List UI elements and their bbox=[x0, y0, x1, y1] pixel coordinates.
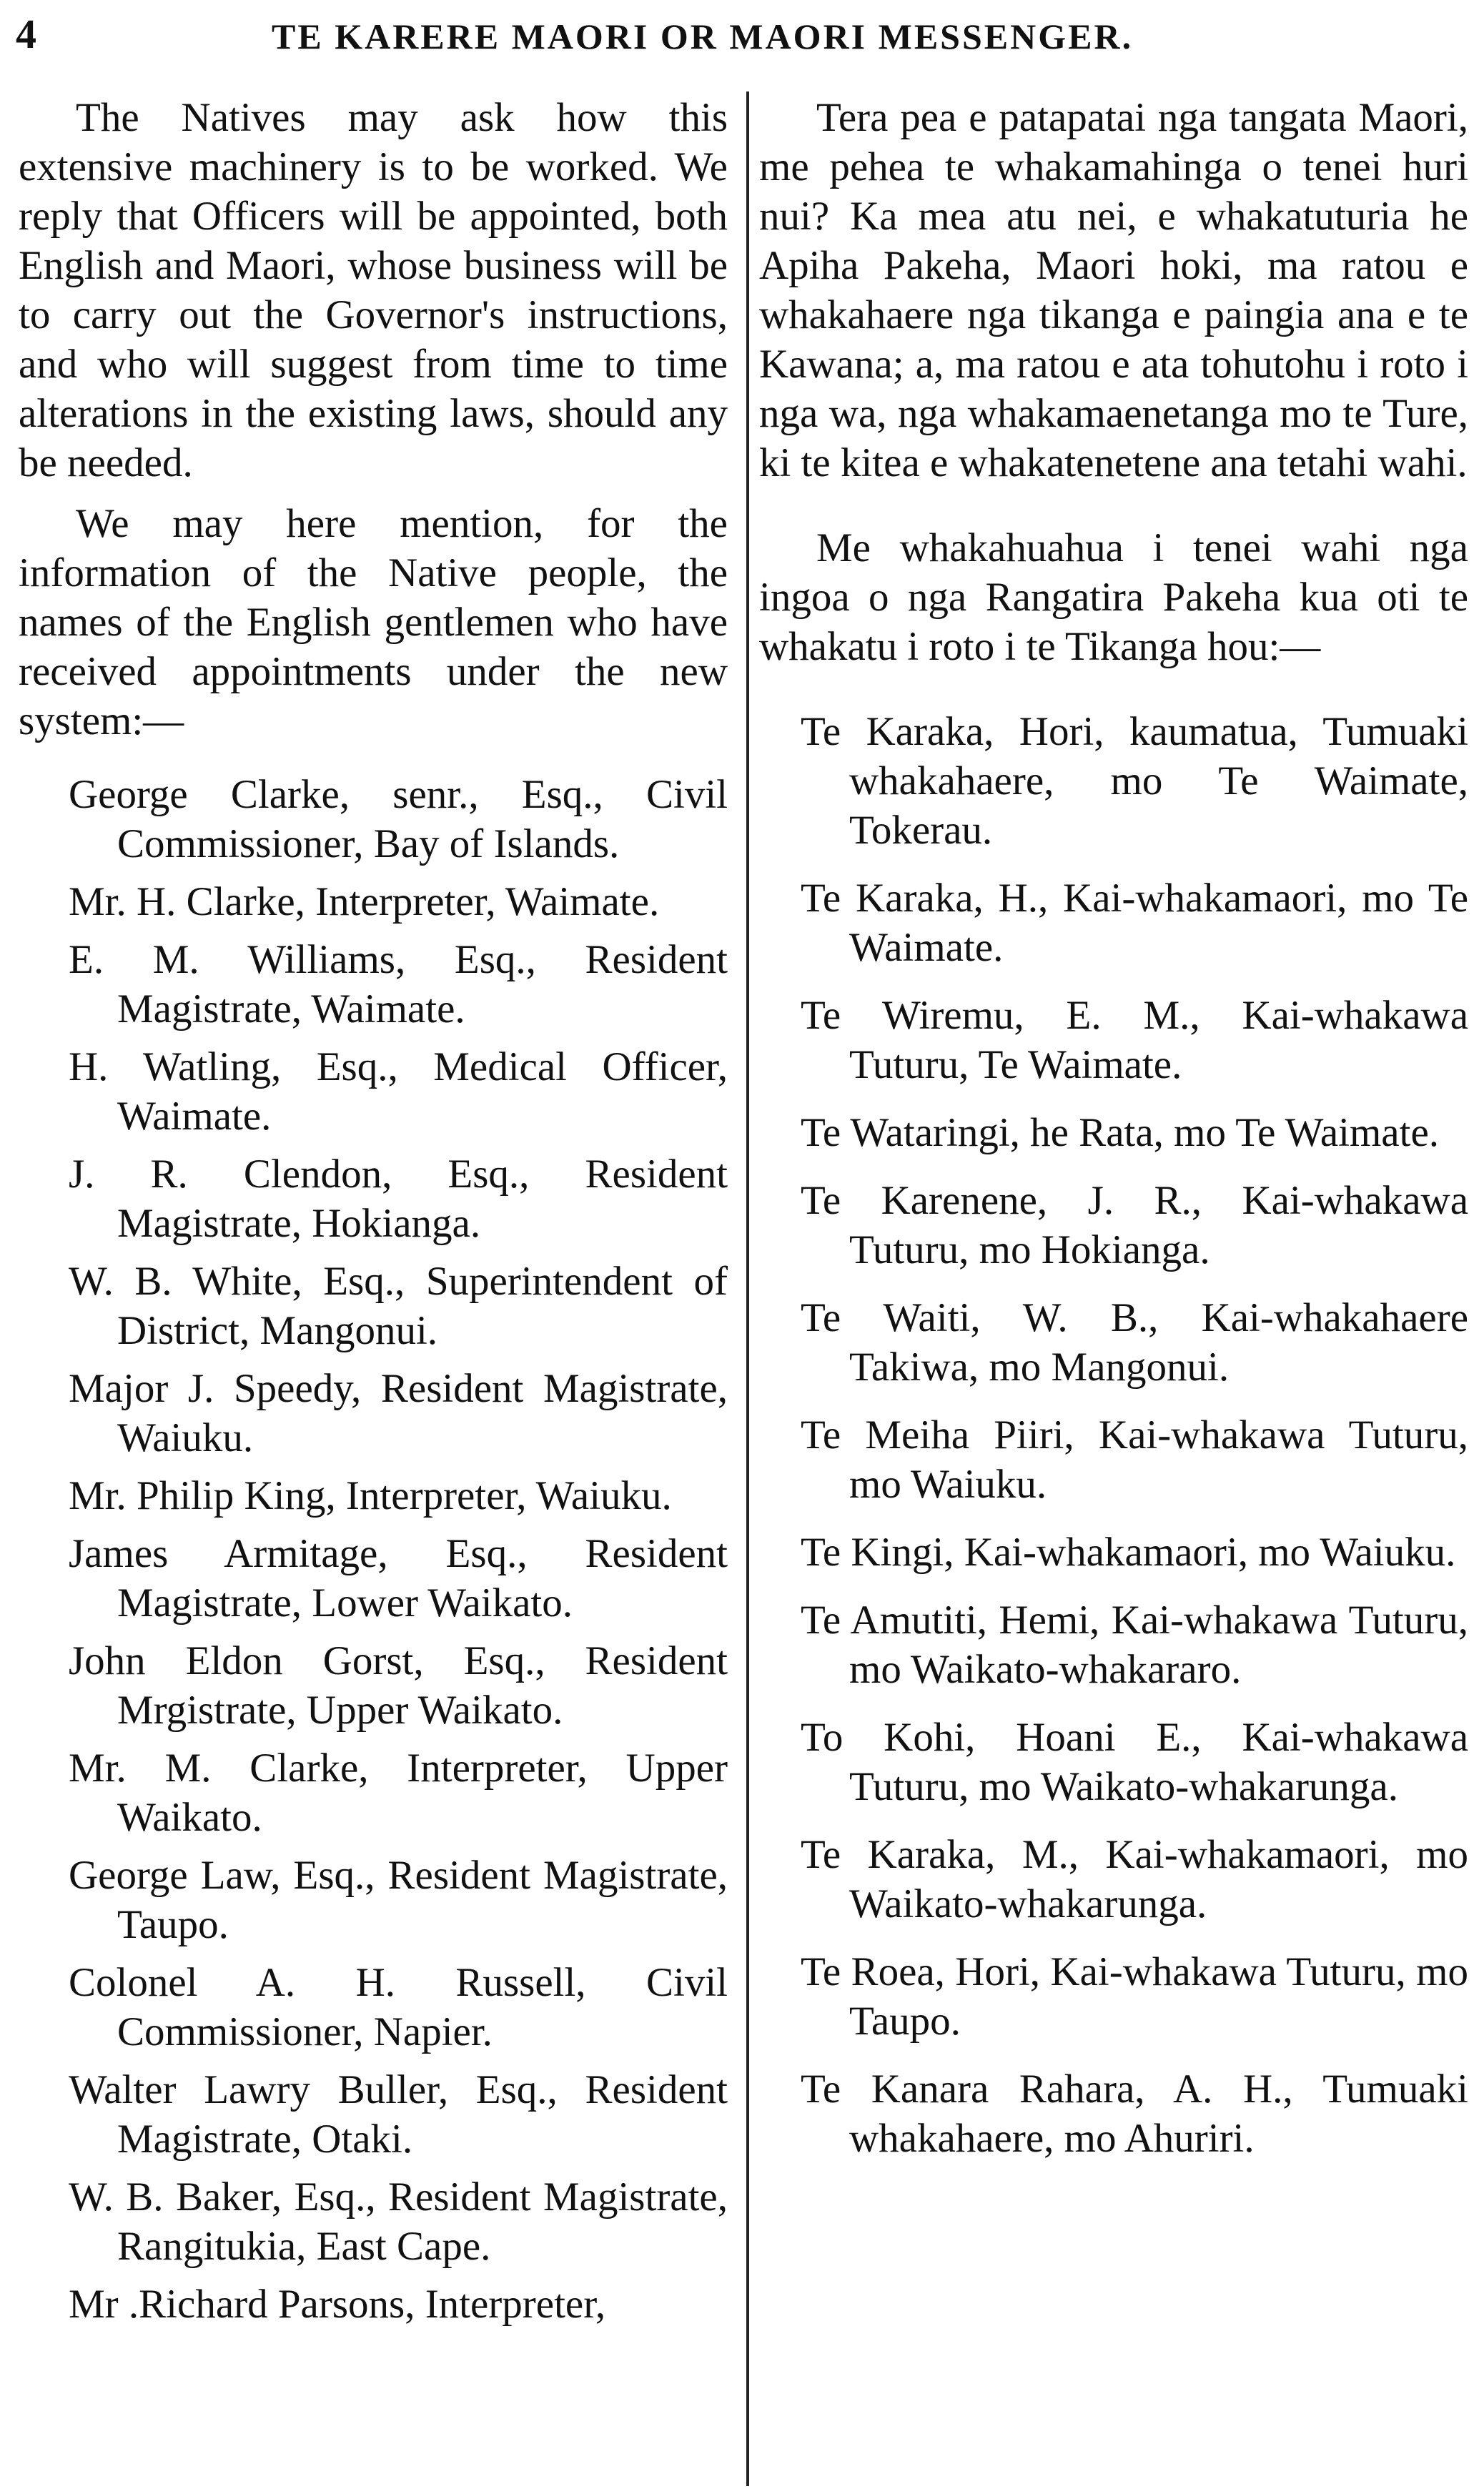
maori-entry: Te Karenene, J. R., Kai-whakawa Tuturu, mo Hokianga. bbox=[801, 1178, 1468, 1272]
english-entry: E. M. Williams, Esq., Resident Magistrate, Waimate. bbox=[69, 937, 728, 1031]
english-paragraph-1: The Natives may ask how this extensive machinery is to be worked. We reply that Officers will be appointed, both English and Maori, whose business will be to carry out the Governor's instructions, and who will suggest from time to time alterations in the existing laws, should any be needed. bbox=[19, 95, 728, 485]
english-entry: James Armitage, Esq., Resident Magistrate, Lower Waikato. bbox=[69, 1531, 728, 1625]
maori-entry: Te Wataringi, he Rata, mo Te Waimate. bbox=[801, 1110, 1439, 1155]
english-entry: George Law, Esq., Resident Magistrate, Taupo. bbox=[69, 1853, 728, 1947]
english-entry: Mr. M. Clarke, Interpreter, Upper Waikato. bbox=[69, 1746, 728, 1840]
page-header bbox=[0, 6, 1484, 70]
english-entry: W. B. Baker, Esq., Resident Magistrate, Rangitukia, East Cape. bbox=[69, 2174, 728, 2269]
english-entry: Mr. H. Clarke, Interpreter, Waimate. bbox=[69, 879, 660, 924]
english-entry: W. B. White, Esq., Superintendent of District, Mangonui. bbox=[69, 1259, 728, 1353]
maori-entry: Te Kingi, Kai-whakamaori, mo Waiuku. bbox=[801, 1530, 1456, 1575]
maori-entry: Te Waiti, W. B., Kai-whakahaere Takiwa, mo Mangonui. bbox=[801, 1295, 1468, 1390]
english-entry: H. Watling, Esq., Medical Officer, Waimate. bbox=[69, 1044, 728, 1139]
english-entry: John Eldon Gorst, Esq., Resident Mrgistrate, Upper Waikato. bbox=[69, 1638, 728, 1733]
english-entry: Mr .Richard Parsons, Interpreter, bbox=[69, 2282, 606, 2327]
english-entry: Major J. Speedy, Resident Magistrate, Waiuku. bbox=[69, 1366, 728, 1460]
maori-entry: To Kohi, Hoani E., Kai-whakawa Tuturu, mo Waikato-whakarunga. bbox=[801, 1715, 1468, 1809]
list-spacer bbox=[19, 757, 728, 770]
english-column bbox=[19, 93, 728, 2337]
english-entry: Mr. Philip King, Interpreter, Waiuku. bbox=[69, 1473, 672, 1518]
maori-entry: Te Kanara Rahara, A. H., Tumuaki whakahaere, mo Ahuriri. bbox=[801, 2067, 1468, 2161]
maori-entry: Te Karaka, Hori, kaumatua, Tumuaki whakahaere, mo Te Waimate, Tokerau. bbox=[801, 709, 1468, 853]
english-paragraph-2: We may here mention, for the information of the Native people, the names of the English gentlemen who have received appointments under the new system:— bbox=[19, 501, 728, 743]
maori-paragraph-2: Me whakahuahua i tenei wahi nga ingoa o nga Rangatira Pakeha kua oti te whakatu i roto i te Tikanga hou:— bbox=[759, 525, 1468, 669]
running-title: TE KARERE MAORI OR MAORI MESSENGER. bbox=[272, 16, 1134, 56]
english-entry: George Clarke, senr., Esq., Civil Commissioner, Bay of Islands. bbox=[69, 772, 728, 866]
maori-entry: Te Karaka, M., Kai-whakamaori, mo Waikato-whakarunga. bbox=[801, 1832, 1468, 1926]
maori-entry: Te Karaka, H., Kai-whakamaori, mo Te Waimate. bbox=[801, 876, 1468, 970]
page-number: 4 bbox=[16, 11, 36, 57]
maori-entry: Te Wiremu, E. M., Kai-whakawa Tuturu, Te Waimate. bbox=[801, 993, 1468, 1087]
english-entry: Colonel A. H. Russell, Civil Commissioner, Napier. bbox=[69, 1960, 728, 2054]
maori-appointments-list bbox=[759, 707, 1468, 2163]
english-entry: Walter Lawry Buller, Esq., Resident Magistrate, Otaki. bbox=[69, 2067, 728, 2162]
maori-entry: Te Roea, Hori, Kai-whakawa Tuturu, mo Taupo. bbox=[801, 1949, 1468, 2044]
english-entry: J. R. Clendon, Esq., Resident Magistrate, Hokianga. bbox=[69, 1152, 728, 1246]
maori-paragraph-1: Tera pea e patapatai nga tangata Maori, me pehea te whakamahinga o tenei huri nui? Ka mea atu nei, e whakatuturia he Apiha Pakeha, Maori hoki, ma ratou e whakahaere nga tikanga e paingia ana e te Kawana; a, ma ratou e ata tohutohu i roto i nga wa, nga whakamaenetanga mo te Ture, ki te kitea e whakatenetene ana tetahi wahi. bbox=[759, 95, 1468, 485]
column-divider bbox=[746, 91, 749, 2486]
maori-entry: Te Amutiti, Hemi, Kai-whakawa Tuturu, mo Waikato-whakararo. bbox=[801, 1598, 1468, 1692]
maori-entry: Te Meiha Piiri, Kai-whakawa Tuturu, mo Waiuku. bbox=[801, 1412, 1468, 1507]
english-appointments-list bbox=[19, 770, 728, 2329]
maori-column bbox=[759, 93, 1468, 2182]
